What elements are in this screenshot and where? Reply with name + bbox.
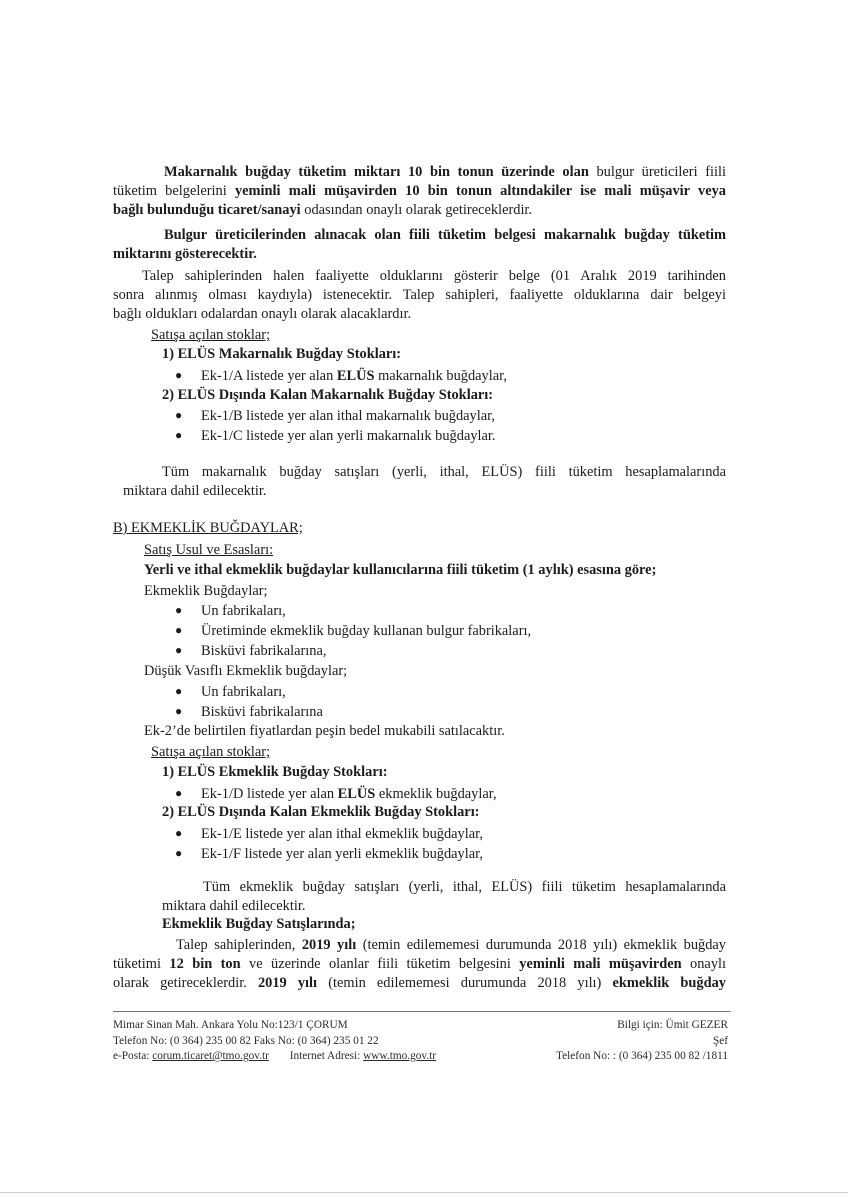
footer-contacts: e-Posta: corum.ticaret@tmo.gov.tr Internet Adresi: www.tmo.gov.tr (113, 1050, 437, 1062)
price-note: Ek-2’de belirtilen fiyatlardan peşin bedel mukabili satılacaktır. (144, 723, 505, 739)
note-line-1: Tüm ekmeklik buğday satışları (yerli, ithal, ELÜS) fiili tüketim hesaplamalarında (203, 879, 726, 895)
list-item: Üretiminde ekmeklik buğday kullanan bulgur fabrikaları, (201, 623, 532, 639)
sales-line-2: tüketimi 12 bin ton ve üzerinde olanlar fiili tüketim belgesini yeminli mali müşavirden onaylı (113, 956, 727, 972)
footer-divider (113, 1011, 731, 1012)
note-line-2: miktara dahil edilecektir. (162, 898, 306, 914)
sales-line-1: Talep sahiplerinden, 2019 yılı (temin edilememesi durumunda 2018 yılı) ekmeklik buğday (176, 937, 726, 953)
subsection-title: 1) ELÜS Makarnalık Buğday Stokları: (162, 346, 402, 362)
bullet-icon: ● (175, 684, 183, 698)
bullet-icon: ● (175, 603, 183, 617)
footer-phone: Telefon No: (0 364) 235 00 82 Faks No: (0 364) 235 01 22 (113, 1035, 379, 1047)
section-heading: Satışa açılan stoklar; (151, 327, 271, 343)
bullet-icon: ● (175, 428, 183, 442)
list-item: Ek-1/B listede yer alan ithal makarnalık buğdaylar, (201, 408, 495, 424)
subsection-title: 1) ELÜS Ekmeklik Buğday Stokları: (162, 764, 388, 780)
website-link[interactable]: www.tmo.gov.tr (363, 1050, 437, 1062)
intro-line-2: tüketim belgelerini yeminli mali müşavirden 10 bin tonun altındakiler ise mali müşavir veya (113, 183, 727, 199)
basis-line: Yerli ve ithal ekmeklik buğdaylar kullanıcılarına fiili tüketim (1 aylık) esasına göre; (144, 562, 657, 578)
list-item: Ek-1/F listede yer alan yerli ekmeklik buğdaylar, (201, 846, 483, 862)
footer-info-name: Bilgi için: Ümit GEZER (617, 1019, 728, 1031)
section-title: B) EKMEKLİK BUĞDAYLAR; (113, 520, 303, 536)
list-item: Ek-1/A listede yer alan ELÜS makarnalık buğdaylar, (201, 368, 507, 384)
sales-line-3: olarak getireceklerdir. 2019 yılı (temin edilememesi durumunda 2018 yılı) ekmeklik buğday (113, 975, 727, 991)
bullet-icon: ● (175, 408, 183, 422)
category-label: Ekmeklik Buğdaylar; (144, 583, 268, 599)
bullet-icon: ● (175, 368, 183, 382)
bullet-icon: ● (175, 704, 183, 718)
bullet-icon: ● (175, 643, 183, 657)
list-item: Ek-1/D listede yer alan ELÜS ekmeklik buğdaylar, (201, 786, 497, 802)
page-edge-line (0, 1192, 848, 1193)
footer-info-role: Şef (712, 1035, 728, 1047)
intro-line-4: Bulgur üreticilerinden alınacak olan fiili tüketim belgesi makarnalık buğday tüketim (164, 227, 726, 243)
bullet-icon: ● (175, 846, 183, 860)
list-item: Ek-1/C listede yer alan yerli makarnalık buğdaylar. (201, 428, 496, 444)
bullet-icon: ● (175, 786, 183, 800)
list-item: Un fabrikaları, (201, 603, 286, 619)
subsection-title: 2) ELÜS Dışında Kalan Makarnalık Buğday Stokları: (162, 387, 494, 403)
intro-line-8: bağlı oldukları odalardan onaylı olarak alacaklardır. (113, 306, 412, 322)
intro-line-7: sonra alınmış olması kaydıyla) istenecektir. Talep sahipleri, faaliyette olduklarına dair belgeyi (113, 287, 726, 303)
rules-heading: Satış Usul ve Esasları: (144, 542, 274, 558)
bullet-icon: ● (175, 623, 183, 637)
intro-line-5: miktarını gösterecektir. (113, 246, 257, 262)
email-link[interactable]: corum.ticaret@tmo.gov.tr (152, 1050, 269, 1062)
list-item: Un fabrikaları, (201, 684, 286, 700)
category-label: Düşük Vasıflı Ekmeklik buğdaylar; (144, 663, 348, 679)
section-heading: Satışa açılan stoklar; (151, 744, 271, 760)
list-item: Bisküvi fabrikalarına (201, 704, 323, 720)
intro-line-6: Talep sahiplerinden halen faaliyette olduklarını gösterir belge (01 Aralık 2019 tarihinden (142, 268, 726, 284)
intro-line-3: bağlı bulunduğu ticaret/sanayi odasından onaylı olarak getireceklerdir. (113, 202, 533, 218)
footer-info-phone: Telefon No: : (0 364) 235 00 82 /1811 (556, 1050, 728, 1062)
bullet-icon: ● (175, 826, 183, 840)
list-item: Ek-1/E listede yer alan ithal ekmeklik buğdaylar, (201, 826, 483, 842)
intro-line-1: Makarnalık buğday tüketim miktarı 10 bin tonun üzerinde olan bulgur üreticileri fiili (164, 164, 726, 180)
subsection-title: 2) ELÜS Dışında Kalan Ekmeklik Buğday Stokları: (162, 804, 480, 820)
note-line-1: Tüm makarnalık buğday satışları (yerli, ithal, ELÜS) fiili tüketim hesaplamalarında (162, 464, 726, 480)
sales-heading: Ekmeklik Buğday Satışlarında; (162, 916, 356, 932)
footer-address: Mimar Sinan Mah. Ankara Yolu No:123/1 ÇORUM (113, 1019, 348, 1031)
list-item: Bisküvi fabrikalarına, (201, 643, 327, 659)
note-line-2: miktara dahil edilecektir. (123, 483, 267, 499)
